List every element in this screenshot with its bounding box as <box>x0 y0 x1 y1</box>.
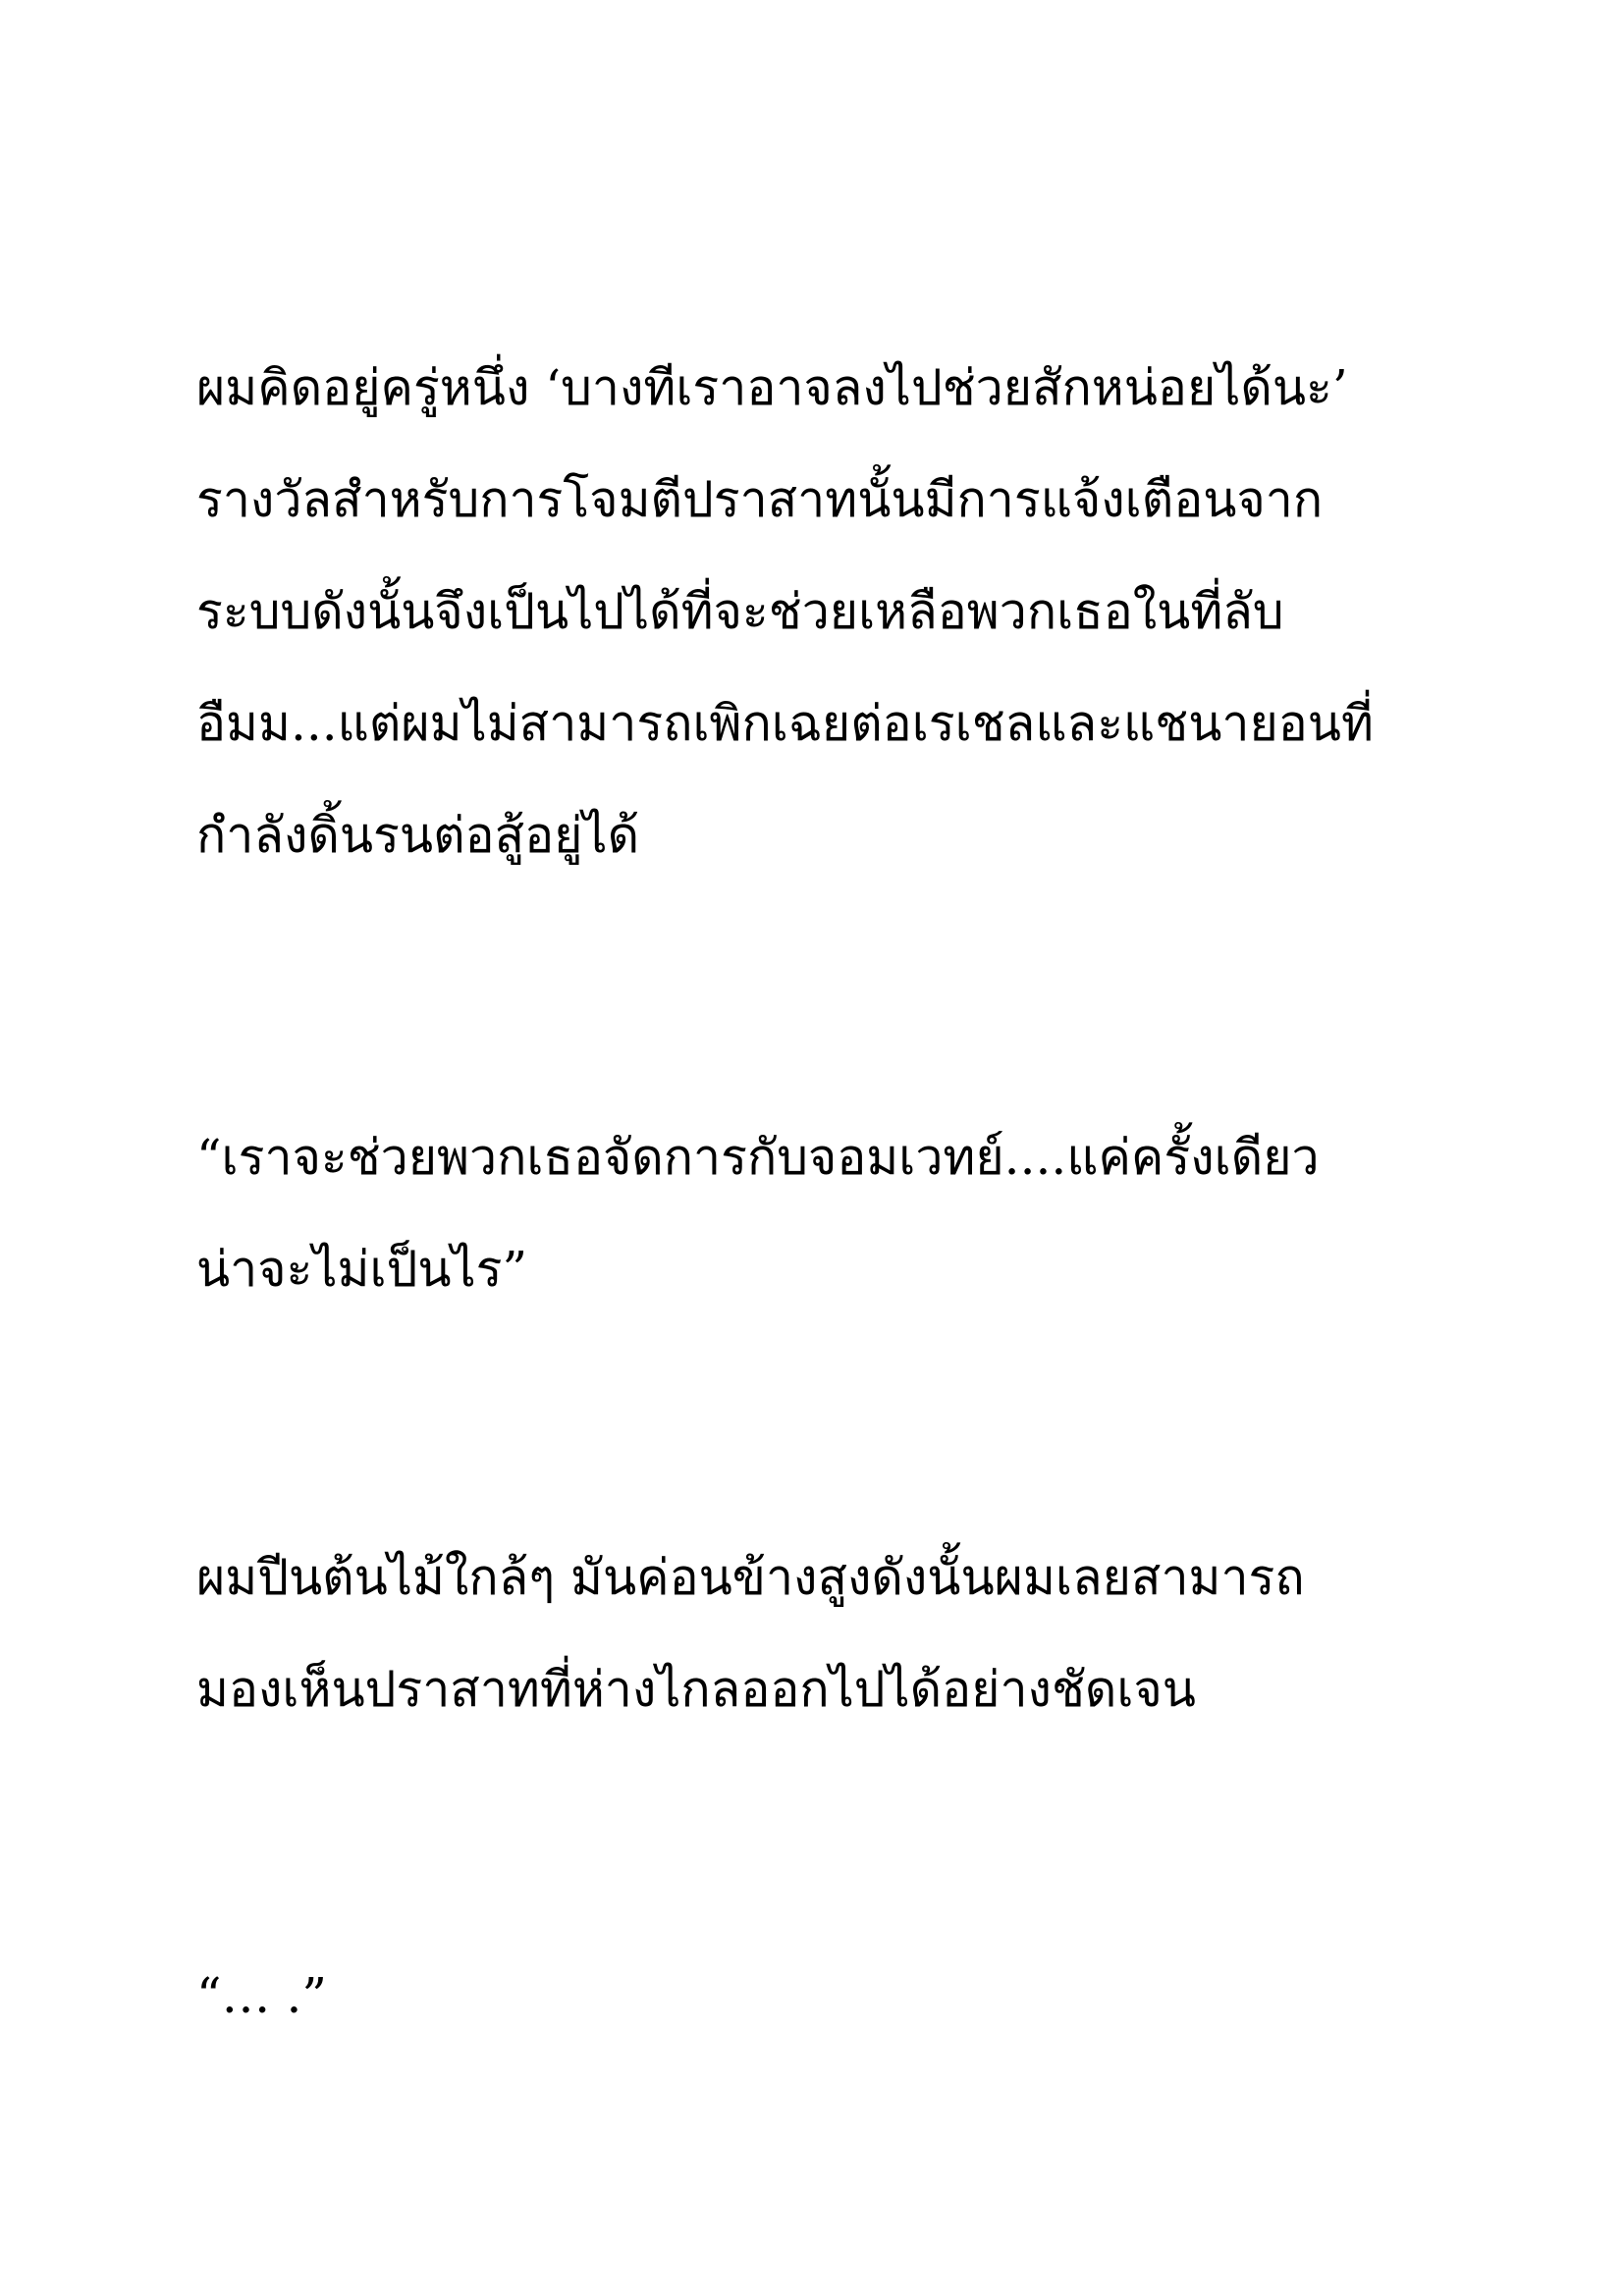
paragraph-3 <box>196 1522 1473 1745</box>
text-line: น่าจะไม่เป็นไร” <box>196 1241 528 1298</box>
text-line: มองเห็นปราสาทที่ห่างไกลออกไปได้อย่างชัดเจน <box>196 1661 1196 1718</box>
paragraph-1 <box>196 332 1473 891</box>
text-line: ผมคิดอยู่ครู่หนึ่ง ‘บางทีเราอาจลงไปช่วยสักหน่อยได้นะ’ <box>196 359 1348 416</box>
text-line: “เราจะช่วยพวกเธอจัดการกับจอมเวทย์....แค่ครั้งเดียว <box>196 1129 1320 1186</box>
text-line: ผมปีนต้นไม้ใกล้ๆ มันค่อนข้างสูงดังนั้นผมเลยสามารถ <box>196 1549 1305 1606</box>
text-line: ระบบดังนั้นจึงเป็นไปได้ที่จะช่วยเหลือพวกเธอในที่ลับ <box>196 583 1284 640</box>
text-line: รางวัลสำหรับการโจมตีปราสาทนั้นมีการแจ้งเตือนจาก <box>196 471 1324 528</box>
text-line: อืมม...แต่ผมไม่สามารถเพิกเฉยต่อเรเชลและแชนายอนที่ <box>196 695 1374 752</box>
text-line: “… .” <box>196 1967 327 2024</box>
paragraph-4 <box>196 1940 1473 2052</box>
text-line: กำลังดิ้นรนต่อสู้อยู่ได้ <box>196 807 640 864</box>
paragraph-2 <box>196 1101 1473 1325</box>
